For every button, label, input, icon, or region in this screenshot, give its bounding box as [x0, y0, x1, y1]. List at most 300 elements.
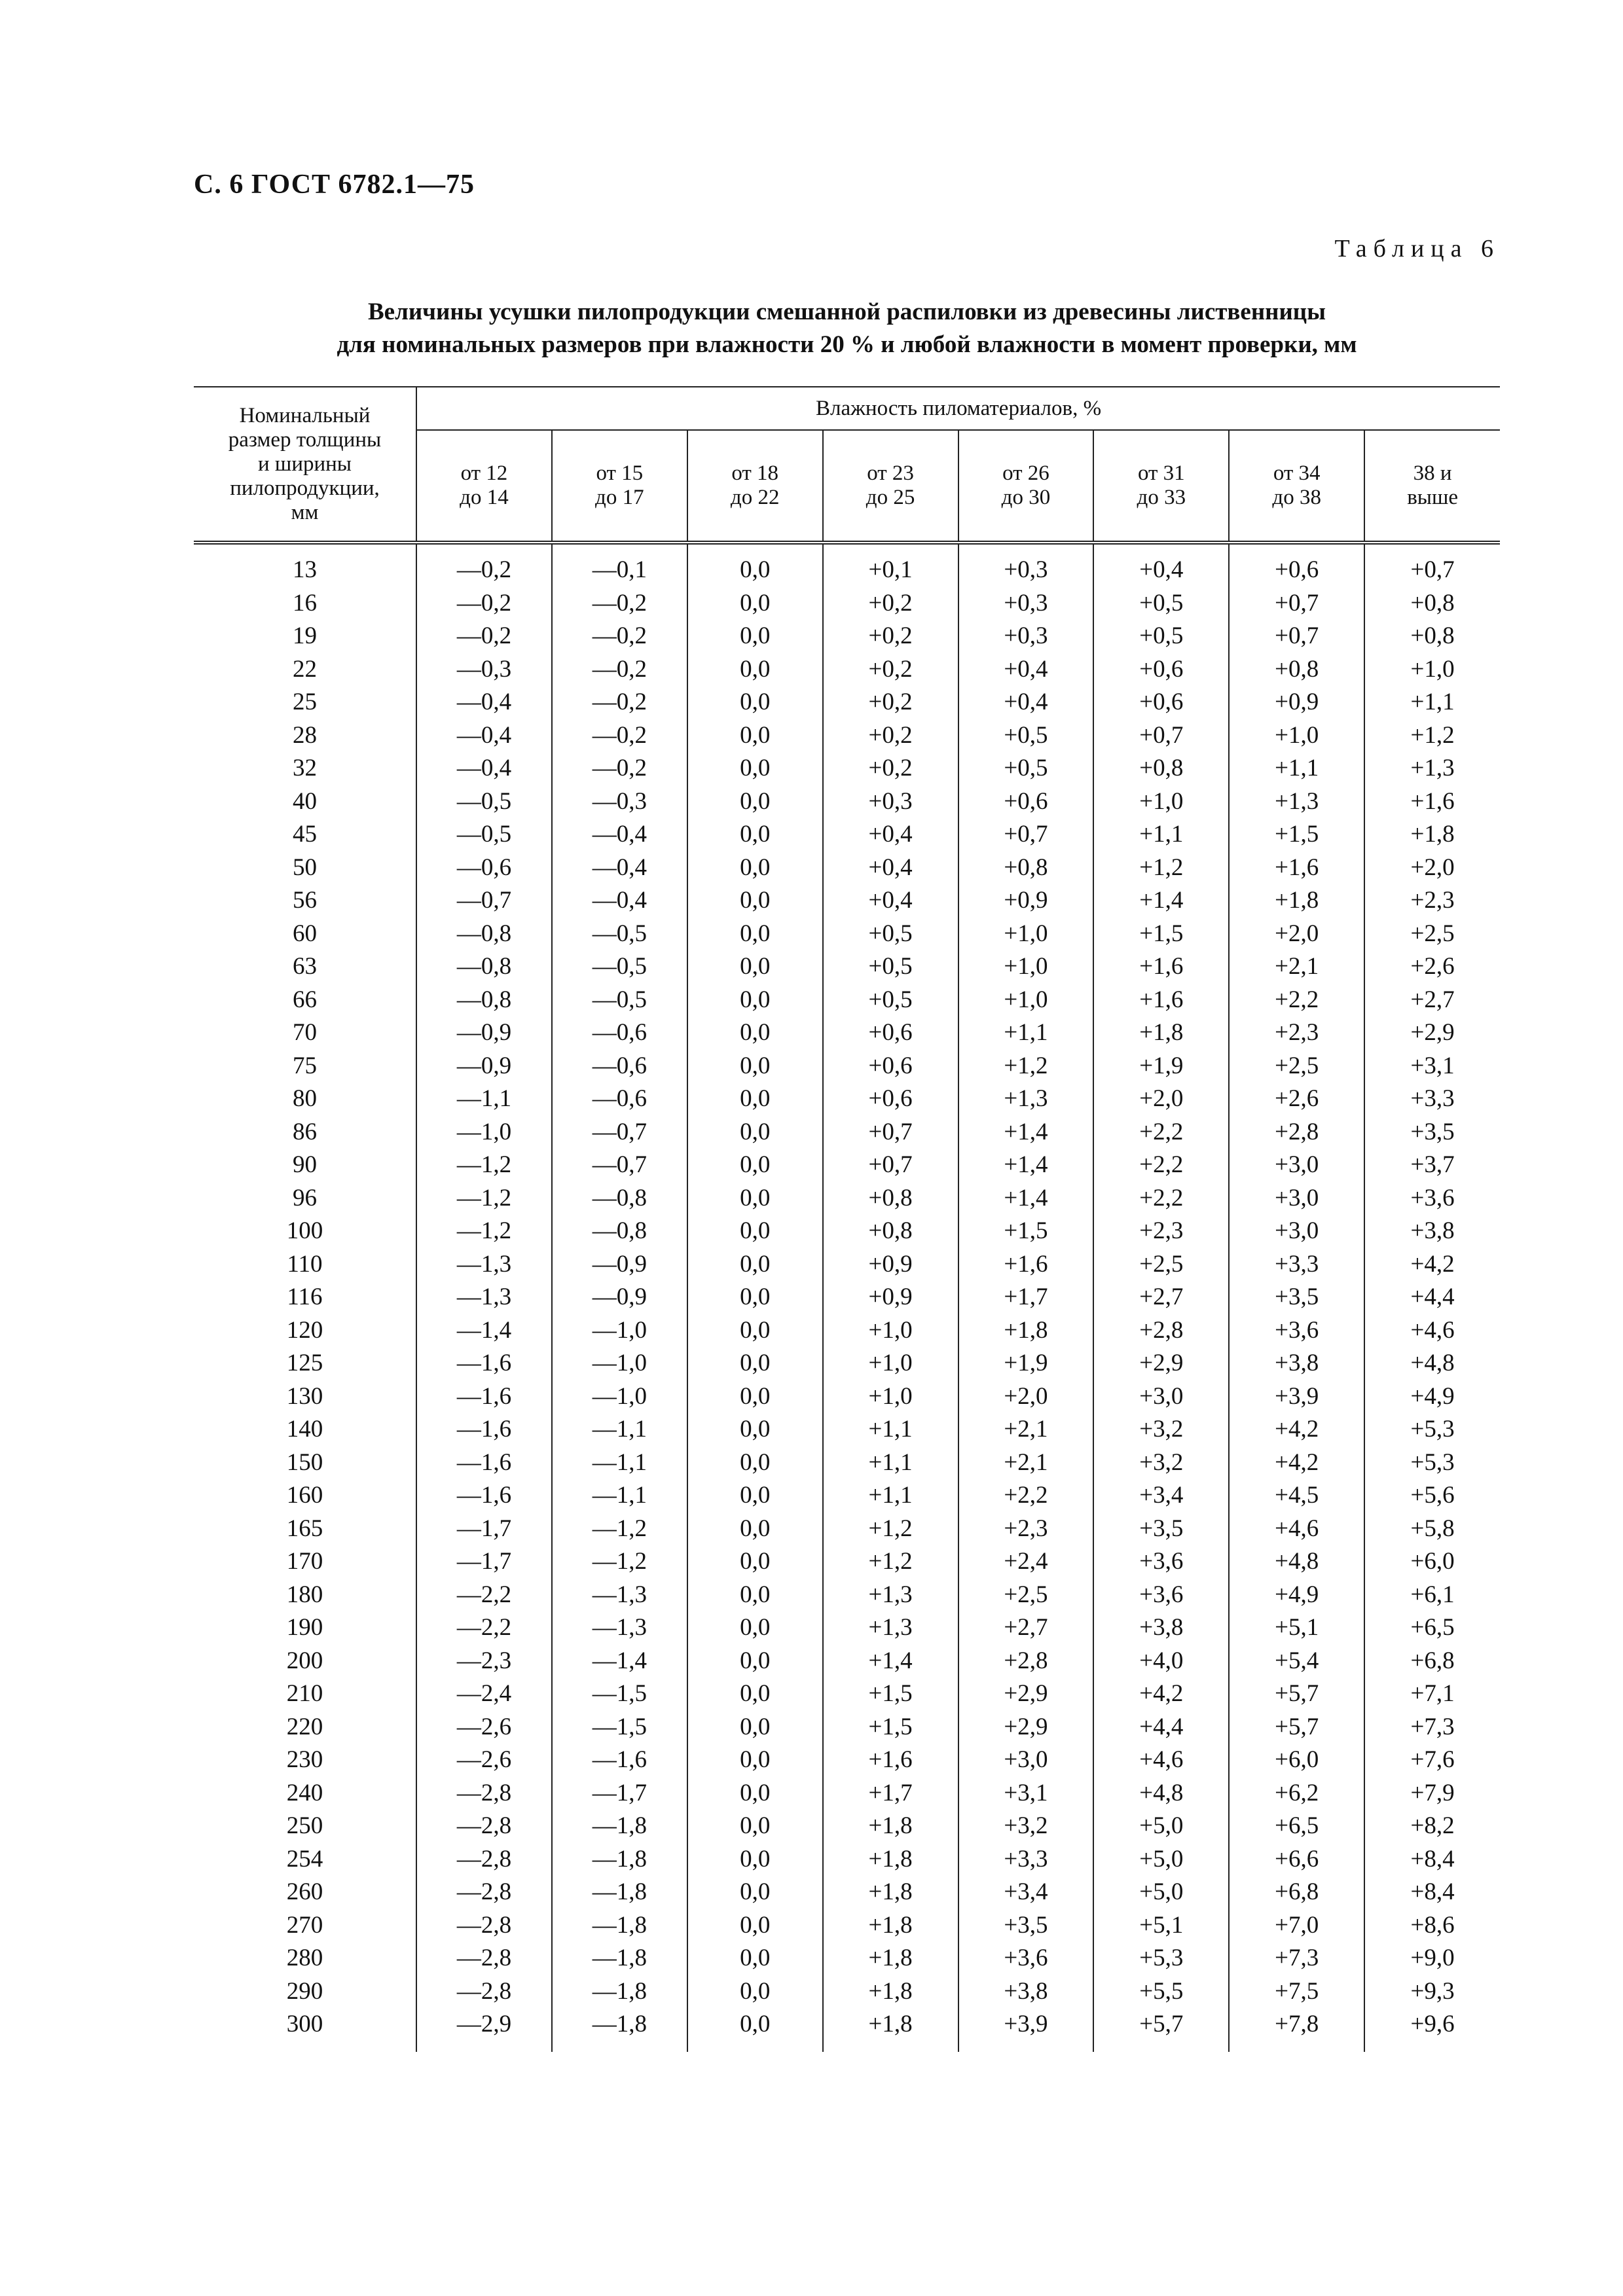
value-cell: 0,0 [687, 719, 823, 753]
moisture-group-header: Влажность пиломатериалов, % [416, 387, 1500, 430]
value-cell: +1,8 [823, 1876, 958, 1909]
value-cell: —2,3 [416, 1645, 552, 1678]
value-cell: +3,2 [958, 1810, 1094, 1843]
value-cell: +7,6 [1410, 1746, 1455, 1774]
value-cell: +0,3 [958, 620, 1094, 653]
value-cell: +0,3 [958, 543, 1094, 587]
value-cell: —0,2 [552, 719, 687, 753]
value-cell: +1,8 [958, 1314, 1094, 1348]
value-cell: —0,9 [552, 1248, 687, 1282]
value-cell: +6,0 [1229, 1744, 1364, 1777]
value-cell: 0,0 [687, 1215, 823, 1248]
value-cell: 0,0 [687, 653, 823, 687]
value-cell: +1,3 [958, 1083, 1094, 1116]
value-cell: +6,8 [1410, 1647, 1455, 1674]
value-cell: —0,4 [552, 818, 687, 852]
value-cell: +0,7 [1093, 719, 1229, 753]
shrinkage-table [194, 386, 1500, 2052]
value-cell: —1,0 [552, 1314, 687, 1348]
size-cell: 230 [194, 1744, 416, 1777]
value-cell: +3,0 [1229, 1215, 1364, 1248]
value-cell: +1,2 [1093, 852, 1229, 885]
value-cell: —1,7 [416, 1545, 552, 1579]
value-cell: +2,2 [1229, 984, 1364, 1017]
size-cell: 280 [194, 1942, 416, 1975]
size-cell: 16 [194, 587, 416, 620]
size-cell: 254 [194, 1843, 416, 1876]
value-cell: +2,5 [958, 1579, 1094, 1612]
value-cell: —0,2 [552, 686, 687, 719]
value-cell: —1,8 [552, 1942, 687, 1975]
value-cell: 0,0 [687, 1016, 823, 1050]
value-cell: —0,6 [552, 1050, 687, 1083]
value-cell: +0,3 [958, 587, 1094, 620]
value-cell: —1,6 [416, 1413, 552, 1446]
value-cell: —2,8 [416, 1777, 552, 1810]
value-cell: —0,8 [552, 1182, 687, 1215]
size-cell: 125 [194, 1347, 416, 1380]
value-cell: +9,0 [1410, 1945, 1455, 1972]
value-cell: —0,2 [552, 620, 687, 653]
value-cell: +6,5 [1410, 1614, 1455, 1641]
size-cell: 19 [194, 620, 416, 653]
value-cell: +5,1 [1229, 1611, 1364, 1645]
value-cell: +4,5 [1229, 1479, 1364, 1513]
table-row [194, 1810, 1500, 1843]
table-row [194, 1446, 1500, 1480]
size-cell: 86 [194, 1116, 416, 1149]
value-cell: +3,5 [1410, 1118, 1455, 1145]
value-cell: +2,6 [1410, 953, 1455, 980]
size-cell: 40 [194, 785, 416, 819]
value-cell: +2,5 [1410, 920, 1455, 947]
range-header-23-25: от 23 до 25 [823, 430, 958, 543]
value-cell: 0,0 [687, 752, 823, 785]
value-cell: —0,2 [552, 752, 687, 785]
value-cell: —0,7 [552, 1116, 687, 1149]
value-cell: +1,0 [823, 1347, 958, 1380]
value-cell: +2,9 [958, 1677, 1094, 1711]
value-cell: 0,0 [687, 543, 823, 587]
value-cell: —1,0 [416, 1116, 552, 1149]
table-row [194, 1413, 1500, 1446]
value-cell: 0,0 [687, 1083, 823, 1116]
value-cell: +1,3 [823, 1611, 958, 1645]
value-cell: +3,5 [1093, 1513, 1229, 1546]
value-cell: +9,3 [1410, 1977, 1455, 2005]
table-row [194, 1215, 1500, 1248]
table-body [194, 543, 1500, 2052]
table-row [194, 1513, 1500, 1546]
range-header-18-22: от 18 до 22 [687, 430, 823, 543]
value-cell: +2,2 [958, 1479, 1094, 1513]
value-cell: +0,7 [823, 1116, 958, 1149]
value-cell: +3,6 [1093, 1545, 1229, 1579]
value-cell: 0,0 [687, 1942, 823, 1975]
size-cell: 110 [194, 1248, 416, 1282]
value-cell: —1,3 [416, 1248, 552, 1282]
value-cell: +1,1 [1410, 689, 1455, 716]
value-cell: +0,5 [823, 918, 958, 951]
value-cell: +1,4 [1093, 884, 1229, 918]
value-cell: 0,0 [687, 1182, 823, 1215]
size-cell: 22 [194, 653, 416, 687]
value-cell: +5,5 [1093, 1975, 1229, 2009]
table-row [194, 1083, 1500, 1116]
value-cell: +0,8 [1410, 589, 1455, 617]
table-row [194, 1909, 1500, 1943]
value-cell: +2,9 [1093, 1347, 1229, 1380]
value-cell: 0,0 [687, 984, 823, 1017]
value-cell: —1,1 [552, 1413, 687, 1446]
size-cell: 63 [194, 950, 416, 984]
table-title-line-2: для номинальных размеров при влажности 20 % и любой влажности в момент проверки, мм [337, 331, 1357, 358]
table-row [194, 1116, 1500, 1149]
table-row [194, 1248, 1500, 1282]
value-cell: —0,1 [552, 543, 687, 587]
value-cell: +3,9 [958, 2008, 1094, 2052]
value-cell: +0,9 [958, 884, 1094, 918]
value-cell: +7,0 [1229, 1909, 1364, 1943]
value-cell: +1,2 [823, 1545, 958, 1579]
value-cell: +1,8 [1093, 1016, 1229, 1050]
value-cell: 0,0 [687, 1050, 823, 1083]
value-cell: —1,8 [552, 1810, 687, 1843]
value-cell: +1,4 [823, 1645, 958, 1678]
value-cell: —0,4 [416, 752, 552, 785]
table-row [194, 1479, 1500, 1513]
value-cell: +2,0 [958, 1380, 1094, 1414]
table-row [194, 918, 1500, 951]
value-cell: +6,5 [1229, 1810, 1364, 1843]
value-cell: +2,7 [958, 1611, 1094, 1645]
value-cell: —2,8 [416, 1876, 552, 1909]
value-cell: —2,2 [416, 1579, 552, 1612]
value-cell: +3,8 [1229, 1347, 1364, 1380]
value-cell: —0,3 [552, 785, 687, 819]
table-row [194, 1876, 1500, 1909]
value-cell: +4,8 [1093, 1777, 1229, 1810]
size-column-header: Номинальный размер толщины и ширины пилопродукции, мм [194, 387, 416, 543]
value-cell: +2,2 [1093, 1182, 1229, 1215]
value-cell: 0,0 [687, 1446, 823, 1480]
size-cell: 80 [194, 1083, 416, 1116]
value-cell: —0,5 [416, 818, 552, 852]
value-cell: —0,8 [416, 984, 552, 1017]
table-row [194, 1645, 1500, 1678]
value-cell: +0,5 [958, 752, 1094, 785]
value-cell: +4,6 [1229, 1513, 1364, 1546]
value-cell: —1,7 [552, 1777, 687, 1810]
value-cell: +1,5 [1093, 918, 1229, 951]
value-cell: +1,8 [1410, 821, 1455, 848]
value-cell: +1,4 [958, 1149, 1094, 1182]
table-row [194, 950, 1500, 984]
table-row [194, 1380, 1500, 1414]
value-cell: +2,8 [1093, 1314, 1229, 1348]
value-cell: +3,2 [1093, 1413, 1229, 1446]
value-cell: +2,3 [1093, 1215, 1229, 1248]
value-cell: +0,6 [1093, 686, 1229, 719]
value-cell: +2,5 [1093, 1248, 1229, 1282]
value-cell: —0,7 [552, 1149, 687, 1182]
value-cell: +6,1 [1410, 1581, 1455, 1608]
table-row [194, 1281, 1500, 1314]
value-cell: +7,5 [1229, 1975, 1364, 2009]
size-cell: 240 [194, 1777, 416, 1810]
value-cell: —1,3 [552, 1579, 687, 1612]
value-cell: —2,8 [416, 1942, 552, 1975]
size-cell: 150 [194, 1446, 416, 1480]
value-cell: —0,4 [552, 884, 687, 918]
value-cell: +1,5 [823, 1677, 958, 1711]
value-cell: —1,2 [552, 1545, 687, 1579]
value-cell: —0,2 [552, 587, 687, 620]
value-cell: +3,6 [958, 1942, 1094, 1975]
value-cell: +5,4 [1229, 1645, 1364, 1678]
size-cell: 165 [194, 1513, 416, 1546]
value-cell: —2,6 [416, 1744, 552, 1777]
value-cell: —2,2 [416, 1611, 552, 1645]
value-cell: +3,0 [1229, 1149, 1364, 1182]
value-cell: +2,2 [1093, 1116, 1229, 1149]
value-cell: +3,1 [958, 1777, 1094, 1810]
range-header-15-17: от 15 до 17 [552, 430, 687, 543]
value-cell: —1,3 [552, 1611, 687, 1645]
value-cell: +2,1 [958, 1413, 1094, 1446]
value-cell: —1,8 [552, 2008, 687, 2052]
value-cell: 0,0 [687, 852, 823, 885]
value-cell: +2,0 [1093, 1083, 1229, 1116]
value-cell: +1,5 [1229, 818, 1364, 852]
value-cell: +1,0 [823, 1314, 958, 1348]
value-cell: —1,7 [416, 1513, 552, 1546]
value-cell: +0,7 [1229, 587, 1364, 620]
value-cell: —1,8 [552, 1975, 687, 2009]
size-cell: 96 [194, 1182, 416, 1215]
value-cell: +4,2 [1410, 1250, 1455, 1278]
value-cell: —2,9 [416, 2008, 552, 2052]
value-cell: +1,3 [1410, 755, 1455, 782]
value-cell: —1,6 [416, 1347, 552, 1380]
value-cell: +9,6 [1410, 2011, 1455, 2038]
value-cell: +3,6 [1093, 1579, 1229, 1612]
value-cell: +1,8 [823, 1843, 958, 1876]
value-cell: —1,5 [552, 1677, 687, 1711]
size-cell: 75 [194, 1050, 416, 1083]
size-cell: 28 [194, 719, 416, 753]
size-cell: 130 [194, 1380, 416, 1414]
value-cell: +1,9 [1093, 1050, 1229, 1083]
table-row [194, 1942, 1500, 1975]
range-header-26-30: от 26 до 30 [958, 430, 1094, 543]
table-row [194, 1545, 1500, 1579]
value-cell: +0,4 [958, 686, 1094, 719]
table-row [194, 852, 1500, 885]
value-cell: +1,2 [1410, 721, 1455, 749]
value-cell: +2,0 [1229, 918, 1364, 951]
value-cell: +4,8 [1229, 1545, 1364, 1579]
size-cell: 140 [194, 1413, 416, 1446]
table-row [194, 587, 1500, 620]
value-cell: +1,7 [823, 1777, 958, 1810]
value-cell: 0,0 [687, 1116, 823, 1149]
value-cell: +0,6 [958, 785, 1094, 819]
value-cell: +4,2 [1229, 1413, 1364, 1446]
value-cell: +1,8 [823, 2008, 958, 2052]
size-cell: 45 [194, 818, 416, 852]
value-cell: —0,8 [552, 1215, 687, 1248]
value-cell: +0,4 [823, 818, 958, 852]
table-row [194, 686, 1500, 719]
value-cell: +7,3 [1229, 1942, 1364, 1975]
value-cell: +0,8 [823, 1182, 958, 1215]
value-cell: +1,2 [823, 1513, 958, 1546]
value-cell: +1,6 [1410, 787, 1455, 815]
table-row [194, 1347, 1500, 1380]
range-header-31-33: от 31 до 33 [1093, 430, 1229, 543]
value-cell: +0,9 [1229, 686, 1364, 719]
value-cell: 0,0 [687, 1777, 823, 1810]
table-row [194, 1050, 1500, 1083]
value-cell: —1,6 [416, 1479, 552, 1513]
value-cell: +4,4 [1410, 1283, 1455, 1311]
value-cell: 0,0 [687, 1281, 823, 1314]
value-cell: +0,6 [823, 1016, 958, 1050]
value-cell: —1,2 [552, 1513, 687, 1546]
size-cell: 100 [194, 1215, 416, 1248]
value-cell: +2,3 [1410, 887, 1455, 914]
value-cell: +4,9 [1410, 1382, 1455, 1410]
value-cell: +4,6 [1093, 1744, 1229, 1777]
value-cell: 0,0 [687, 818, 823, 852]
value-cell: —1,0 [552, 1380, 687, 1414]
value-cell: +0,7 [958, 818, 1094, 852]
value-cell: +7,9 [1410, 1779, 1455, 1806]
value-cell: +0,2 [823, 752, 958, 785]
value-cell: +0,6 [823, 1050, 958, 1083]
value-cell: +0,8 [958, 852, 1094, 885]
table-title [194, 296, 1500, 361]
value-cell: —2,8 [416, 1909, 552, 1943]
range-header-34-38: от 34 до 38 [1229, 430, 1364, 543]
value-cell: +3,4 [958, 1876, 1094, 1909]
value-cell: +5,3 [1410, 1416, 1455, 1443]
table-row [194, 543, 1500, 587]
value-cell: +1,9 [958, 1347, 1094, 1380]
value-cell: +7,3 [1410, 1713, 1455, 1740]
value-cell: +0,7 [1229, 620, 1364, 653]
value-cell: —0,5 [552, 950, 687, 984]
value-cell: —1,5 [552, 1711, 687, 1744]
value-cell: +3,8 [1093, 1611, 1229, 1645]
value-cell: —1,2 [416, 1182, 552, 1215]
value-cell: +5,3 [1410, 1448, 1455, 1476]
table-row [194, 1711, 1500, 1744]
value-cell: +0,8 [1229, 653, 1364, 687]
value-cell: 0,0 [687, 884, 823, 918]
value-cell: +0,2 [823, 587, 958, 620]
value-cell: 0,0 [687, 1413, 823, 1446]
value-cell: 0,0 [687, 1314, 823, 1348]
value-cell: +8,2 [1410, 1812, 1455, 1840]
value-cell: —1,3 [416, 1281, 552, 1314]
value-cell: +0,5 [1093, 620, 1229, 653]
value-cell: +3,2 [1093, 1446, 1229, 1480]
value-cell: +5,7 [1093, 2008, 1229, 2052]
value-cell: +8,4 [1410, 1845, 1455, 1873]
size-cell: 13 [194, 543, 416, 587]
value-cell: 0,0 [687, 1677, 823, 1711]
value-cell: +0,4 [823, 852, 958, 885]
value-cell: +6,6 [1229, 1843, 1364, 1876]
value-cell: 0,0 [687, 1810, 823, 1843]
value-cell: —2,8 [416, 1810, 552, 1843]
value-cell: +5,3 [1093, 1942, 1229, 1975]
value-cell: 0,0 [687, 785, 823, 819]
value-cell: 0,0 [687, 1843, 823, 1876]
value-cell: —2,6 [416, 1711, 552, 1744]
value-cell: +2,1 [1229, 950, 1364, 984]
value-cell: —1,4 [416, 1314, 552, 1348]
value-cell: —1,1 [552, 1446, 687, 1480]
size-cell: 200 [194, 1645, 416, 1678]
value-cell: +1,6 [823, 1744, 958, 1777]
value-cell: +1,5 [823, 1711, 958, 1744]
value-cell: +0,9 [823, 1248, 958, 1282]
value-cell: +3,0 [958, 1744, 1094, 1777]
value-cell: 0,0 [687, 1380, 823, 1414]
table-row [194, 818, 1500, 852]
value-cell: 0,0 [687, 918, 823, 951]
value-cell: +0,5 [823, 984, 958, 1017]
value-cell: +1,0 [958, 950, 1094, 984]
value-cell: +1,1 [958, 1016, 1094, 1050]
value-cell: +3,0 [1093, 1380, 1229, 1414]
value-cell: +1,6 [1093, 950, 1229, 984]
value-cell: +0,7 [1410, 556, 1455, 584]
value-cell: —0,8 [416, 950, 552, 984]
value-cell: +4,4 [1093, 1711, 1229, 1744]
value-cell: +2,6 [1229, 1083, 1364, 1116]
value-cell: +2,1 [958, 1446, 1094, 1480]
value-cell: +0,2 [823, 653, 958, 687]
table-row [194, 719, 1500, 753]
value-cell: 0,0 [687, 587, 823, 620]
table-number: Таблица 6 [1334, 235, 1500, 262]
table-row [194, 1314, 1500, 1348]
value-cell: +1,1 [823, 1413, 958, 1446]
table-row [194, 2008, 1500, 2052]
table-title-line-1: Величины усушки пилопродукции смешанной распиловки из древесины лиственницы [368, 298, 1326, 325]
value-cell: +1,1 [1229, 752, 1364, 785]
value-cell: +2,9 [958, 1711, 1094, 1744]
table-row [194, 752, 1500, 785]
value-cell: +3,1 [1410, 1052, 1455, 1079]
table-row [194, 1016, 1500, 1050]
value-cell: +1,0 [1229, 719, 1364, 753]
value-cell: +5,6 [1410, 1482, 1455, 1509]
value-cell: +1,1 [1093, 818, 1229, 852]
value-cell: 0,0 [687, 1645, 823, 1678]
value-cell: +3,3 [1229, 1248, 1364, 1282]
value-cell: +6,2 [1229, 1777, 1364, 1810]
value-cell: +0,1 [823, 543, 958, 587]
value-cell: —0,4 [552, 852, 687, 885]
value-cell: 0,0 [687, 2008, 823, 2052]
value-cell: +0,4 [823, 884, 958, 918]
size-cell: 90 [194, 1149, 416, 1182]
